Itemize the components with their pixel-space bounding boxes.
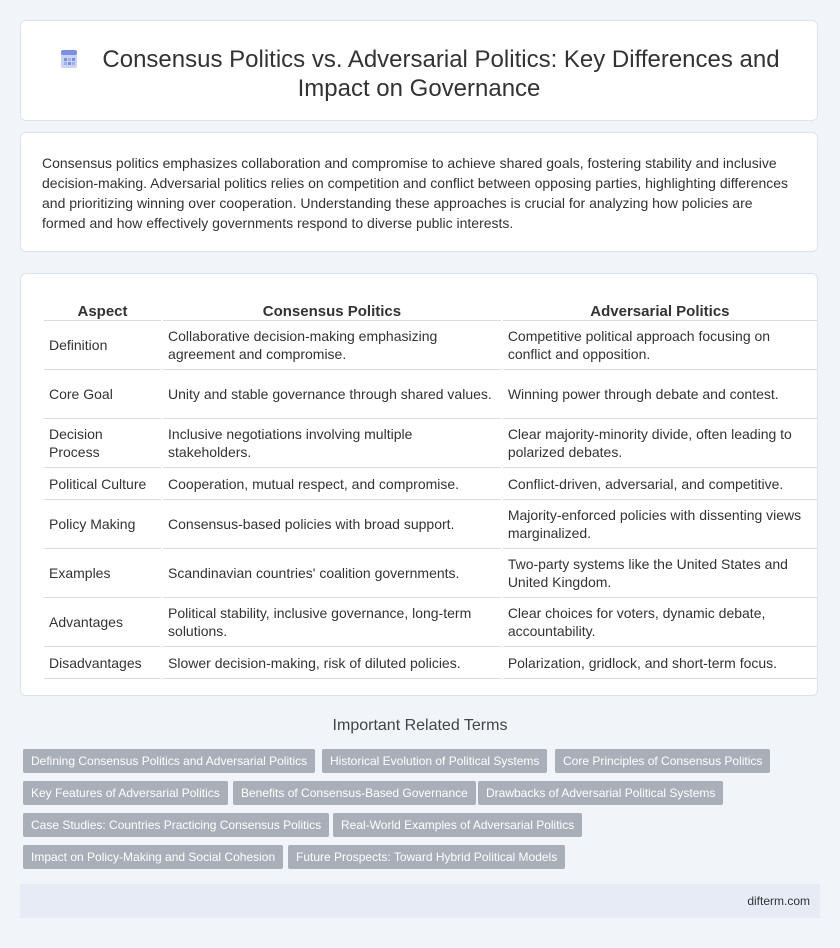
row-consensus: Unity and stable governance through shared values. — [163, 370, 501, 419]
related-term-tag[interactable]: Core Principles of Consensus Politics — [555, 749, 770, 773]
row-consensus: Political stability, inclusive governance, long-term solutions. — [163, 598, 501, 647]
row-adversarial: Competitive political approach focusing on conflict and opposition. — [503, 321, 817, 370]
row-consensus: Slower decision-making, risk of diluted policies. — [163, 647, 501, 679]
row-adversarial: Two-party systems like the United States and United Kingdom. — [503, 549, 817, 598]
related-term-tag[interactable]: Real-World Examples of Adversarial Politics — [333, 813, 582, 837]
row-consensus: Consensus-based policies with broad support. — [163, 500, 501, 549]
table-row — [44, 598, 817, 647]
table-row — [44, 500, 817, 549]
row-aspect: Decision Process — [44, 419, 161, 468]
comparison-table — [42, 296, 819, 679]
intro-paragraph: Consensus politics emphasizes collaboration and compromise to achieve shared goals, fostering stability and inclusive decision-making. Adversarial politics relies on competition and conflict between opposing parties, highlighting differences and prioritizing winning over cooperation. Understanding these approaches is crucial for analyzing how policies are formed and how effectively governments respond to diverse public interests. — [42, 155, 789, 231]
row-aspect: Disadvantages — [44, 647, 161, 679]
row-consensus: Inclusive negotiations involving multiple stakeholders. — [163, 419, 501, 468]
related-term-tag[interactable]: Historical Evolution of Political Systems — [322, 749, 547, 773]
footer — [20, 884, 820, 918]
title-card — [20, 20, 818, 121]
row-adversarial: Clear majority-minority divide, often leading to polarized debates. — [503, 419, 817, 468]
page-title-wrap — [21, 45, 817, 103]
table-row — [44, 468, 817, 500]
row-aspect: Definition — [44, 321, 161, 370]
row-adversarial: Majority-enforced policies with dissenting views marginalized. — [503, 500, 817, 549]
related-term-tag[interactable]: Defining Consensus Politics and Adversarial Politics — [23, 749, 315, 773]
row-consensus: Collaborative decision-making emphasizing agreement and compromise. — [163, 321, 501, 370]
column-header-consensus: Consensus Politics — [163, 296, 501, 321]
row-aspect: Examples — [44, 549, 161, 598]
row-consensus: Cooperation, mutual respect, and compromise. — [163, 468, 501, 500]
row-adversarial: Winning power through debate and contest. — [503, 370, 817, 419]
table-row — [44, 419, 817, 468]
related-term-tag[interactable]: Drawbacks of Adversarial Political Systems — [478, 781, 723, 805]
related-term-tag[interactable]: Case Studies: Countries Practicing Consensus Politics — [23, 813, 329, 837]
column-header-adversarial: Adversarial Politics — [503, 296, 817, 321]
row-aspect: Advantages — [44, 598, 161, 647]
related-term-tag[interactable]: Key Features of Adversarial Politics — [23, 781, 228, 805]
row-adversarial: Conflict-driven, adversarial, and competitive. — [503, 468, 817, 500]
footer-site-link[interactable]: difterm.com — [747, 894, 810, 908]
table-row — [44, 321, 817, 370]
row-consensus: Scandinavian countries' coalition governments. — [163, 549, 501, 598]
document-icon — [58, 48, 80, 70]
intro-card — [20, 132, 818, 252]
related-term-tag[interactable]: Benefits of Consensus-Based Governance — [233, 781, 476, 805]
table-row — [44, 549, 817, 598]
row-aspect: Core Goal — [44, 370, 161, 419]
related-term-tag[interactable]: Impact on Policy-Making and Social Cohesion — [23, 845, 283, 869]
column-header-aspect: Aspect — [44, 296, 161, 321]
related-term-tag[interactable]: Future Prospects: Toward Hybrid Political Models — [288, 845, 565, 869]
page-title: Consensus Politics vs. Adversarial Politics: Key Differences and Impact on Governance — [102, 46, 780, 102]
row-adversarial: Polarization, gridlock, and short-term focus. — [503, 647, 817, 679]
table-row — [44, 647, 817, 679]
table-row — [44, 370, 817, 419]
comparison-table-card — [20, 273, 818, 696]
row-adversarial: Clear choices for voters, dynamic debate, accountability. — [503, 598, 817, 647]
row-aspect: Policy Making — [44, 500, 161, 549]
related-terms-title: Important Related Terms — [332, 717, 508, 734]
row-aspect: Political Culture — [44, 468, 161, 500]
